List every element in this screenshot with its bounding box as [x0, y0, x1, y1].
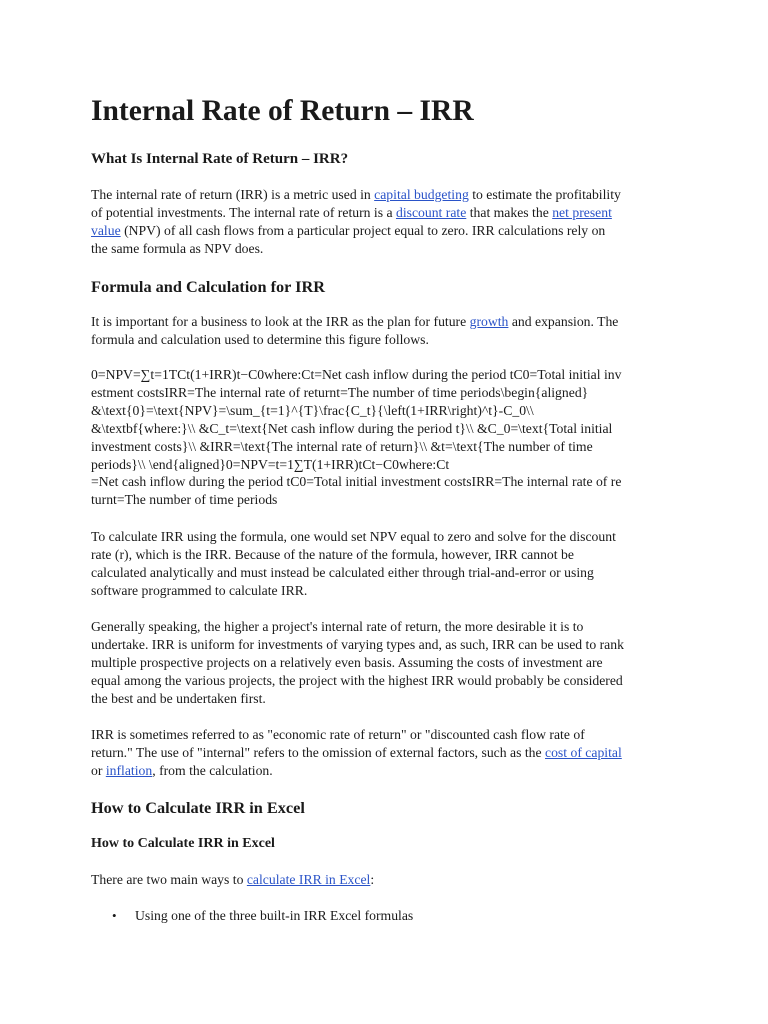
formula-line: &\textbf{where:}\\ &C_t=\text{Net cash inflow during the period t}\\ &C_0=\text{Total initial	[91, 420, 613, 436]
paragraph-two-ways: There are two main ways to calculate IRR in Excel:	[91, 872, 375, 887]
link-capital-budgeting[interactable]: capital budgeting	[374, 187, 469, 202]
link-discount-rate[interactable]: discount rate	[395, 204, 467, 220]
subheading-excel: How to Calculate IRR in Excel	[91, 836, 275, 851]
formula-block	[91, 366, 681, 509]
section-heading-excel: How to Calculate IRR in Excel	[91, 798, 305, 817]
paragraph-calculate-irr: To calculate IRR using the formula, one would set NPV equal to zero and solve for the discount rate (r), which is the IRR. Because of the nature of the formula, however, IRR cannot be calculated analytically and must instead be calculated either through trial-and-error or using software programmed to calculate IRR.	[91, 529, 616, 598]
bullet-icon: •	[112, 908, 117, 923]
formula-line: estment costsIRR=The internal rate of returnt=The number of time periods\begin{aligned}	[91, 384, 589, 400]
link-net-present-value-cont[interactable]: value	[91, 222, 121, 238]
paragraph-irr-importance: It is important for a business to look at the IRR as the plan for future growth and expansion. The formula and calculation used to determine this figure follows.	[91, 314, 619, 347]
link-cost-of-capital[interactable]: cost of capital	[545, 744, 622, 760]
page-title: Internal Rate of Return – IRR	[91, 95, 474, 127]
paragraph-economic-rate: IRR is sometimes referred to as "economic rate of return" or "discounted cash flow rate of return." The use of "internal" refers to the omission of external factors, such as the cost of capital or inflation, from the calculation.	[91, 727, 622, 778]
link-growth[interactable]: growth	[469, 314, 509, 329]
section-heading-what-is-irr: What Is Internal Rate of Return – IRR?	[91, 151, 349, 167]
formula-line: turnt=The number of time periods	[91, 492, 278, 508]
link-calculate-irr-in-excel[interactable]: calculate IRR in Excel	[246, 872, 371, 887]
formula-line: =Net cash inflow during the period tC0=Total initial investment costsIRR=The internal rate of re	[91, 474, 622, 490]
formula-line: periods}\\ \end{aligned}0=NPV=t=1∑T(1+IRR)tCt−C0where:Ct	[91, 456, 450, 472]
formula-line: investment costs}\\ &IRR=\text{The internal rate of return}\\ &t=\text{The number of time	[91, 438, 593, 454]
formula-line: &\text{0}=\text{NPV}=\sum_{t=1}^{T}\frac{C_t}{\left(1+IRR\right)^t}-C_0\\	[91, 402, 534, 418]
list-item: • Using one of the three built-in IRR Excel formulas	[112, 908, 414, 923]
section-heading-formula: Formula and Calculation for IRR	[91, 277, 325, 296]
paragraph-generally-speaking: Generally speaking, the higher a project's internal rate of return, the more desirable it is to undertake. IRR is uniform for investments of varying types and, as such, IRR can be used to rank multiple prospective projects on a relatively even basis. Assuming the costs of investment are equal among the various projects, the project with the highest IRR would probably be considered the best and be undertaken first.	[91, 619, 624, 706]
link-inflation[interactable]: inflation	[105, 762, 153, 778]
paragraph-irr-definition: The internal rate of return (IRR) is a metric used in capital budgeting to estimate the profitability of potential investments. The internal rate of return is a discount rate that makes the net present value (NPV) of all cash flows from a particular project equal to zero. IRR calculations rely on the same formula as NPV does.	[91, 187, 621, 256]
formula-line: 0=NPV=∑t=1TCt(1+IRR)t−C0where:Ct=Net cash inflow during the period tC0=Total initial inv	[91, 367, 622, 382]
link-net-present-value[interactable]: net present	[552, 204, 612, 220]
